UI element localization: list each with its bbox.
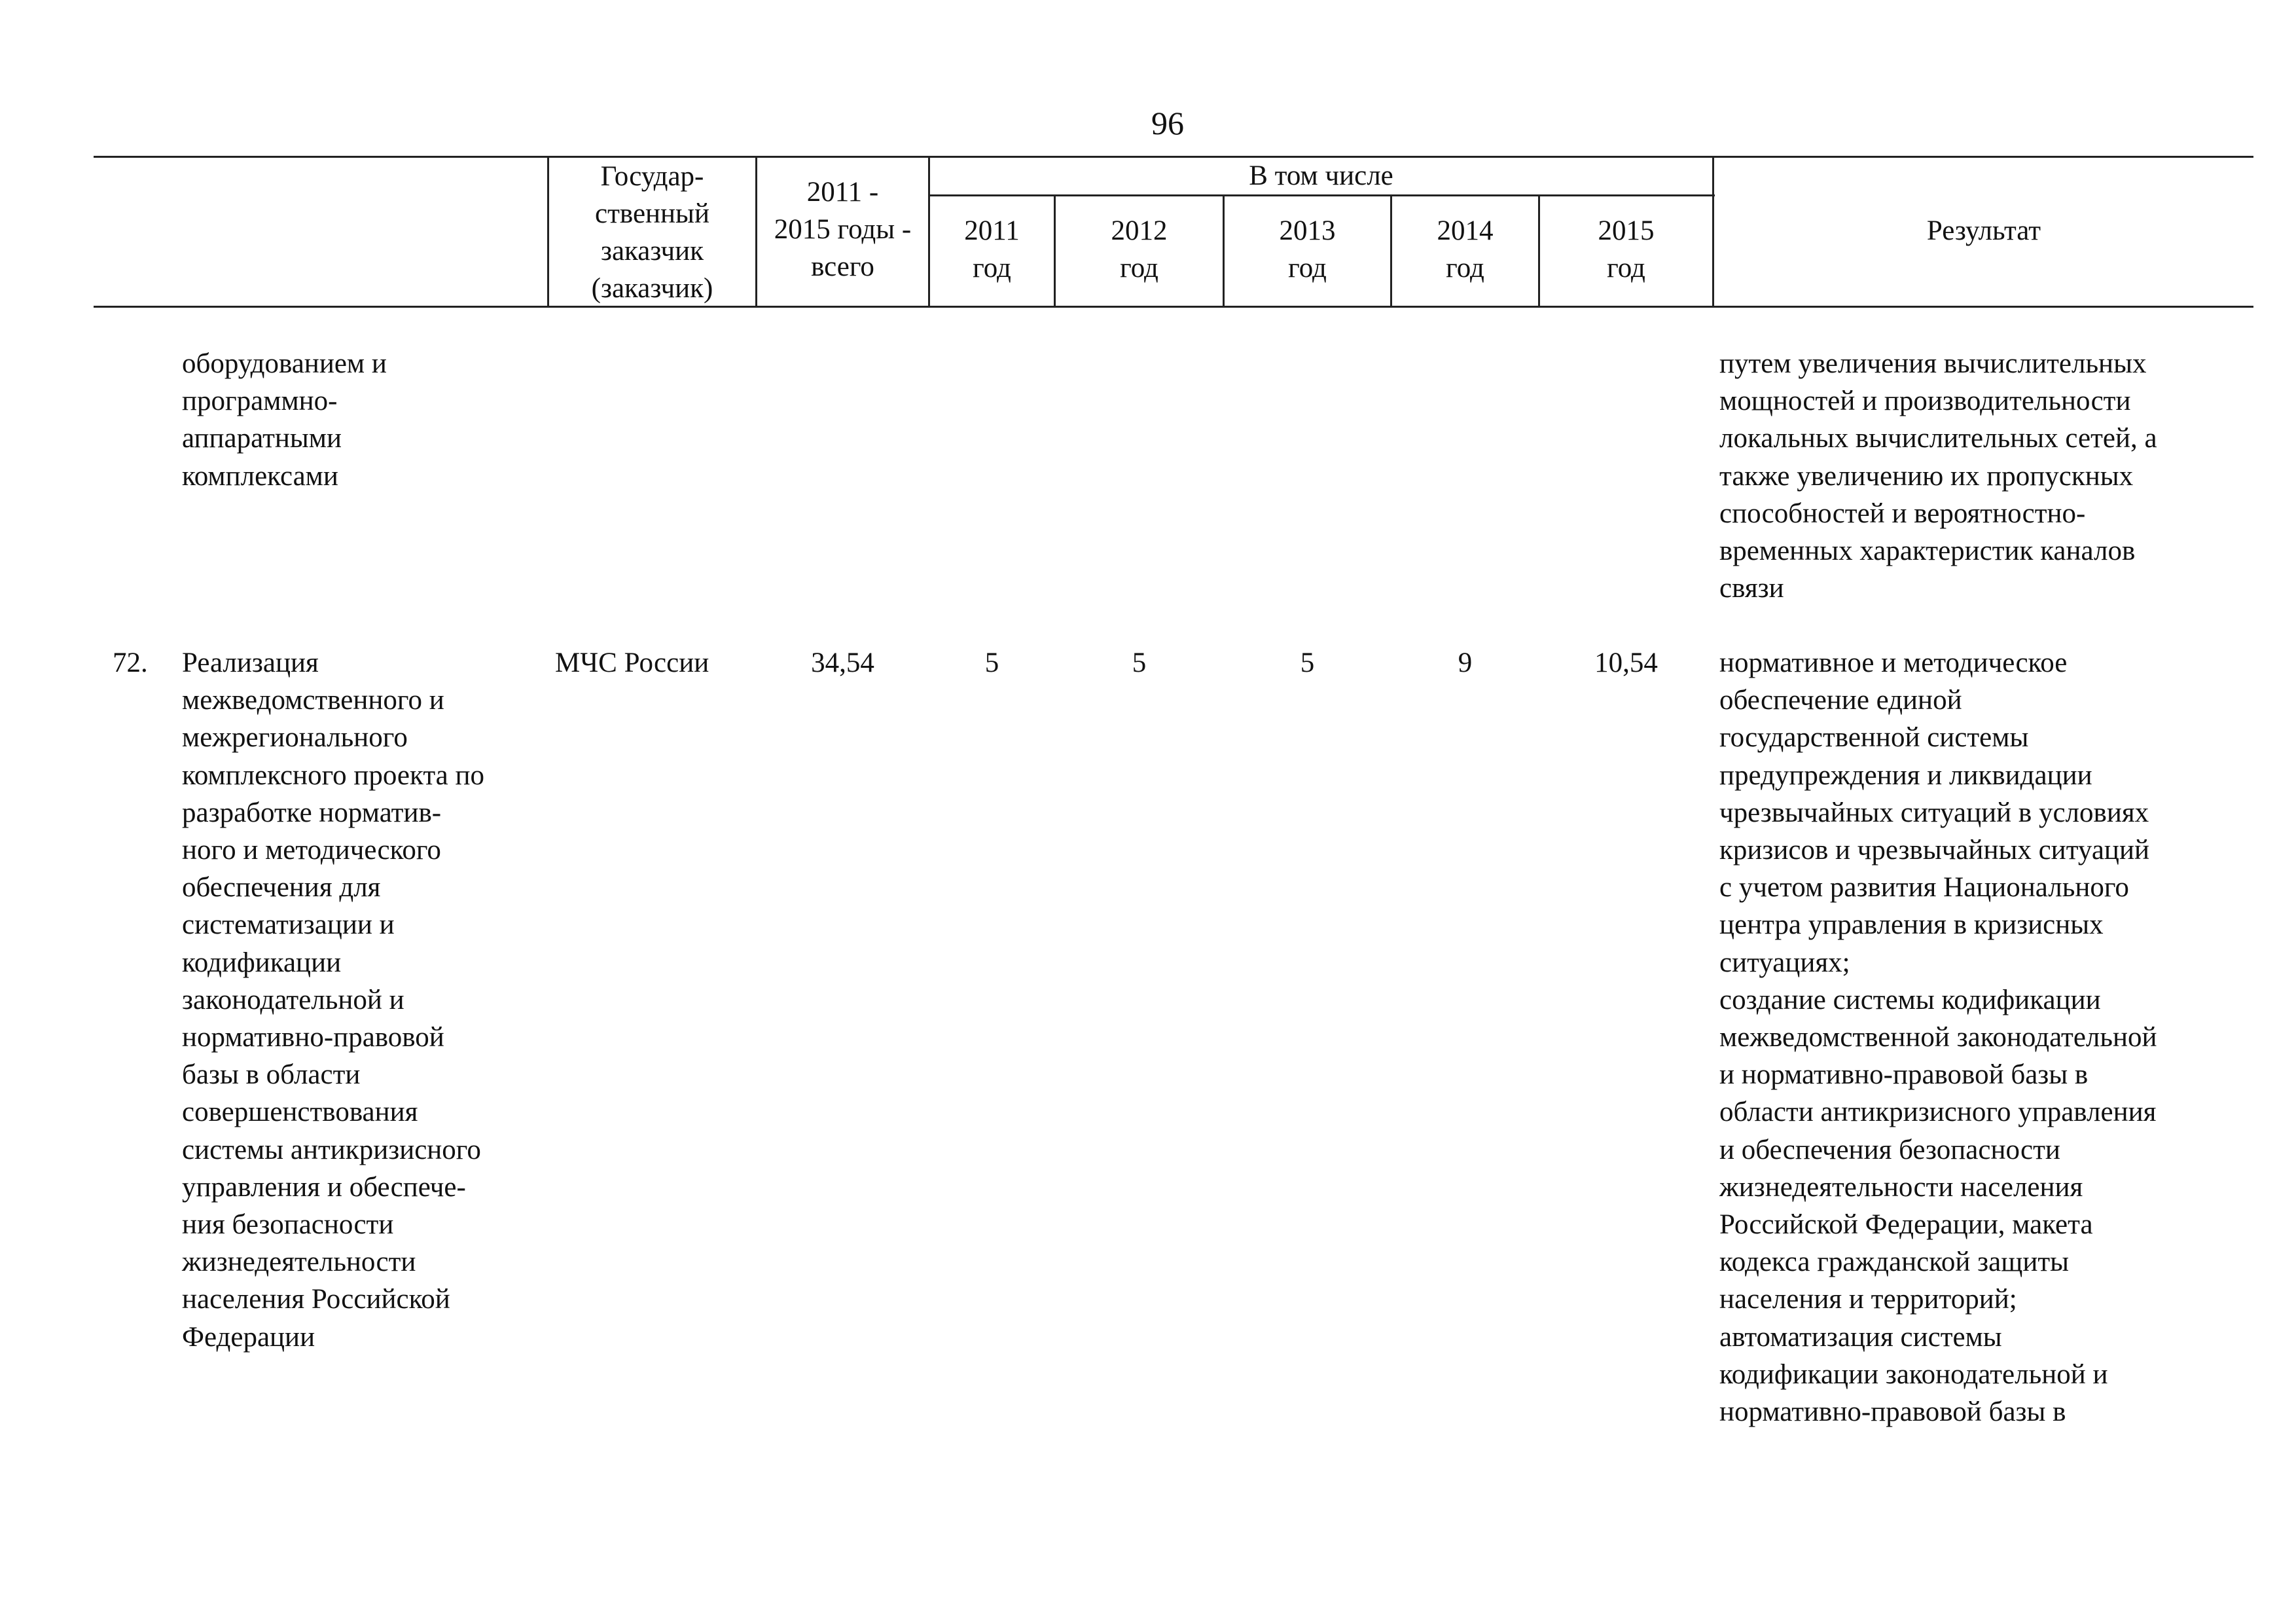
header-customer: Государ- ственный заказчик (заказчик) (591, 161, 713, 304)
header-year-2013: 2013 год (1279, 215, 1336, 283)
header-including: В том числе (1249, 160, 1393, 191)
header-year-2011: 2011 год (964, 215, 1020, 283)
header-year-2015: 2015 год (1598, 215, 1655, 283)
row-72-2014: 9 (1458, 647, 1473, 678)
row-72-name: Реализация межведомственного и межрегионального комплексного проекта по разработке норматив- ного и методического обеспечения для систематизации и кодификации законодательной и нормативно-правовой базы в области совершенствования системы антикризисного управления и обеспече- ния безопасности жизнедеятельности населения Российской Федерации (182, 647, 484, 1353)
header-bottom-rule (94, 306, 2253, 308)
header-total: 2011 - 2015 годы - всего (774, 177, 912, 282)
row-72-2013: 5 (1300, 647, 1315, 678)
header-result: Результат (1926, 215, 2041, 246)
row-72-2015: 10,54 (1594, 647, 1658, 678)
row-72-result: нормативное и методическое обеспечение единой государственной системы предупреждения и ликвидации чрезвычайных ситуаций в условиях кризисов и чрезвычайных ситуаций с учетом развития Национального центра управления в кризисных ситуациях; создание системы кодификации межведомственной законодательной и нормативно-правовой базы в области антикризисного управления и обеспечения безопасности жизнедеятельности населения Российской Федерации, макета кодекса гражданской защиты населения и территорий; автоматизация системы кодификации законодательной и нормативно-правовой базы в (1719, 647, 2157, 1428)
row-72-customer: МЧС России (555, 647, 709, 678)
row-72-2012: 5 (1132, 647, 1147, 678)
page-number: 96 (1151, 105, 1184, 141)
row-72-number: 72. (113, 647, 148, 678)
row-72-2011: 5 (984, 647, 999, 678)
row-1-name: оборудованием и программно- аппаратными комплексами (182, 348, 387, 492)
header-year-2014: 2014 год (1437, 215, 1494, 283)
row-1-result: путем увеличения вычислительных мощностей и производительности локальных вычислительных сетей, а также увеличению их пропускных способностей и вероятностно- временных характеристик каналов связи (1719, 348, 2157, 604)
header-year-2012: 2012 год (1111, 215, 1168, 283)
row-72-total: 34,54 (811, 647, 874, 678)
including-subrule (929, 194, 1715, 196)
